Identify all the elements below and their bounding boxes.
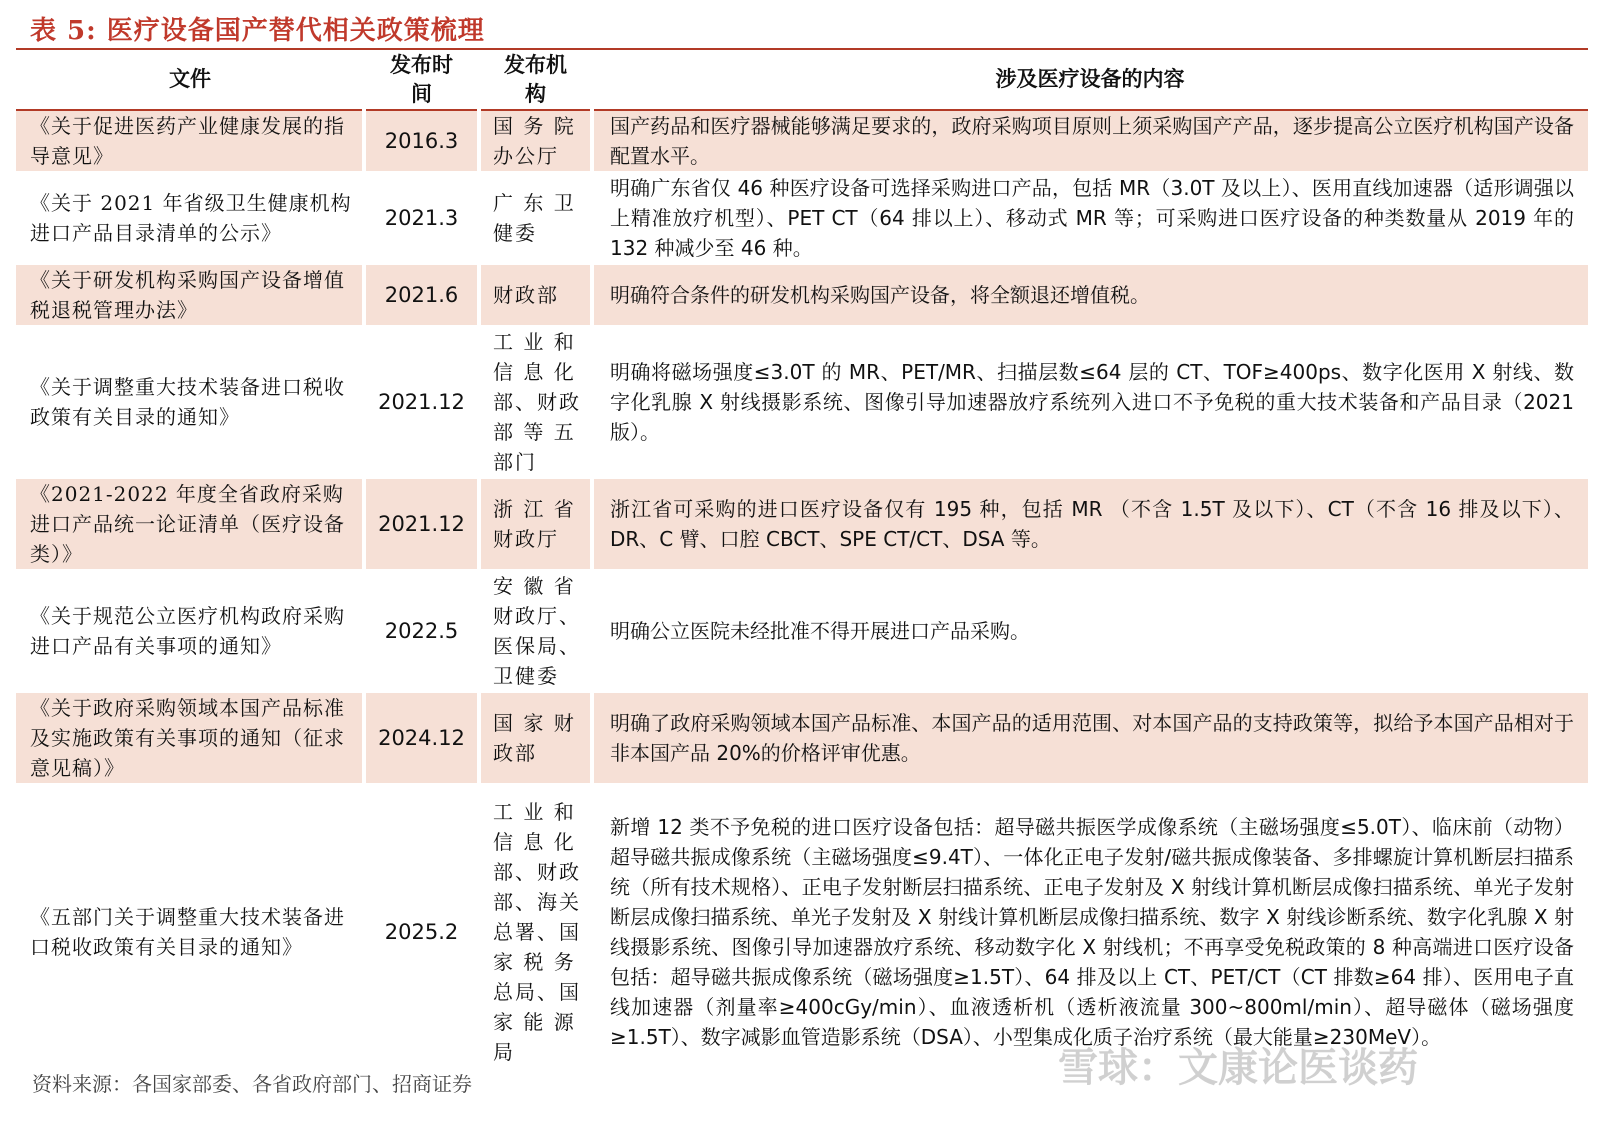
row-doc: 《2021-2022 年度全省政府采购进口产品统一论证清单（医疗设备类）》 — [16, 478, 364, 570]
table-row — [16, 570, 1588, 692]
row-content: 明确将磁场强度≤3.0T 的 MR、PET/MR、扫描层数≤64 层的 CT、TOF≥400ps、数字化医用 X 射线、数字化乳腺 X 射线摄影系统、图像引导加速器放疗系统列入进口不予免税的重大技术装备和产品目录（2021 版）。 — [592, 326, 1588, 478]
row-date: 2024.12 — [364, 692, 479, 784]
row-doc: 《关于规范公立医疗机构政府采购进口产品有关事项的通知》 — [30, 604, 345, 658]
table-title: 表 5: 医疗设备国产替代相关政策梳理 — [30, 16, 485, 46]
header-doc: 文件 — [169, 67, 211, 91]
table-row — [16, 326, 1588, 478]
row-content: 明确了政府采购领域本国产品标准、本国产品的适用范围、对本国产品的支持政策等，拟给予本国产品相对于非本国产品 20%的价格评审优惠。 — [592, 692, 1588, 784]
row-org: 安 徽 省 财政厅、医保局、卫健委 — [479, 570, 592, 692]
table-row — [16, 478, 1588, 570]
row-content: 明确公立医院未经批准不得开展进口产品采购。 — [592, 570, 1588, 692]
table-row — [16, 692, 1588, 784]
row-doc: 《关于研发机构采购国产设备增值税退税管理办法》 — [16, 264, 364, 326]
row-doc: 《关于调整重大技术装备进口税收政策有关目录的通知》 — [30, 375, 345, 429]
table-header-row — [16, 50, 1588, 110]
row-content: 明确广东省仅 46 种医疗设备可选择采购进口产品，包括 MR（3.0T 及以上）、医用直线加速器（适形调强以上精准放疗机型）、PET CT（64 排以上）、移动式 MR 等；可采购进口医疗设备的种类数量从 2019 年的 132 种减少至 46 种。 — [592, 172, 1588, 264]
table-row — [16, 264, 1588, 326]
row-content: 新增 12 类不予免税的进口医疗设备包括：超导磁共振医学成像系统（主磁场强度≤5.0T）、临床前（动物）超导磁共振成像系统（主磁场强度≤9.4T）、一体化正电子发射/磁共振成像装备、多排螺旋计算机断层扫描系统（所有技术规格）、正电子发射断层扫描系统、正电子发射及 X 射线计算机断层成像扫描系统、单光子发射断层成像扫描系统、单光子发射及 X 射线计算机断层成像扫描系统、数字 X 射线诊断系统、数字化乳腺 X 射线摄影系统、图像引导加速器放疗系统、移动数字化 X 射线机；不再享受免税政策的 8 种高端进口医疗设备包括：超导磁共振成像系统（磁场强度≥1.5T）、64 排及以上 CT、PET/CT（CT 排数≥64 排）、医用电子直线加速器（剂量率≥400cGy/min）、血液透析机（透析液流量 300~800ml/min）、超导磁体（磁场强度≥1.5T）、数字减影血管造影系统（DSA）、小型集成化质子治疗系统（最大能量≥230MeV）。 — [592, 784, 1588, 1080]
header-date-line1: 发布时 — [390, 52, 453, 77]
row-org: 工 业 和 信 息 化 部、财政 部、海关 总署、国 家 税 务 总局、国 家 能 源 局 — [479, 784, 592, 1080]
row-content: 国产药品和医疗器械能够满足要求的，政府采购项目原则上须采购国产产品，逐步提高公立医疗机构国产设备配置水平。 — [592, 110, 1588, 172]
header-org-line1: 发布机 — [504, 52, 567, 77]
row-org: 财政部 — [479, 264, 592, 326]
row-date: 2016.3 — [364, 110, 479, 172]
row-doc: 《五部门关于调整重大技术装备进口税收政策有关目录的通知》 — [30, 905, 345, 959]
row-date: 2025.2 — [364, 784, 479, 1080]
header-org — [479, 50, 592, 110]
row-content: 明确符合条件的研发机构采购国产设备，将全额退还增值税。 — [592, 264, 1588, 326]
row-date: 2021.3 — [364, 172, 479, 264]
row-org: 国 家 财 政部 — [479, 692, 592, 784]
policy-table — [16, 50, 1588, 1081]
row-doc: 《关于促进医药产业健康发展的指导意见》 — [16, 110, 364, 172]
row-org: 国 务 院 办公厅 — [479, 110, 592, 172]
table-row — [16, 172, 1588, 264]
row-date: 2022.5 — [364, 570, 479, 692]
row-date: 2021.12 — [364, 478, 479, 570]
row-doc: 《关于 2021 年省级卫生健康机构进口产品目录清单的公示》 — [30, 191, 352, 245]
row-doc: 《关于政府采购领域本国产品标准及实施政策有关事项的通知（征求意见稿）》 — [16, 692, 364, 784]
source-note: 资料来源：各国家部委、各省政府部门、招商证券 — [32, 1072, 472, 1096]
header-date — [364, 50, 479, 110]
row-org: 广 东 卫 健委 — [479, 172, 592, 264]
header-org-line2: 构 — [525, 81, 546, 106]
row-org: 工 业 和 信 息 化 部、财政 部 等 五 部门 — [479, 326, 592, 478]
header-date-line2: 间 — [411, 81, 432, 106]
row-date: 2021.6 — [364, 264, 479, 326]
header-content: 涉及医疗设备的内容 — [995, 67, 1185, 91]
table-row — [16, 110, 1588, 172]
watermark: 雪球：文康论医谈药 — [1058, 1045, 1418, 1091]
row-org: 浙 江 省 财政厅 — [479, 478, 592, 570]
row-content: 浙江省可采购的进口医疗设备仅有 195 种，包括 MR （不含 1.5T 及以下）、CT（不含 16 排及以下）、DR、C 臂、口腔 CBCT、SPE CT/CT、DSA 等。 — [592, 478, 1588, 570]
row-date: 2021.12 — [364, 326, 479, 478]
